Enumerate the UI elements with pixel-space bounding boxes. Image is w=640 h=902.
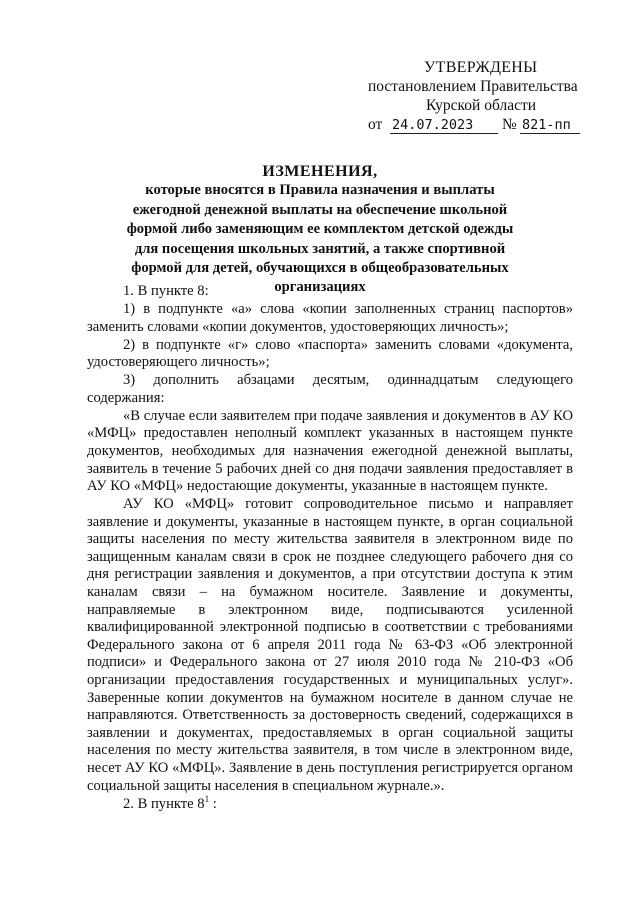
quote-paragraph-1: «В случае если заявителем при подаче заявления и документов в АУ КО «МФЦ» предоставлен неполный комплект указанных в настоящем пункте документов, необходимых для назначения ежегодной денежной выплаты, заявитель в течение 5 рабочих дней со дня подачи заявления предоставляет в АУ КО «МФЦ» недостающие документы, указанные в настоящем пункте. bbox=[87, 407, 573, 495]
date-prefix: от bbox=[368, 116, 383, 133]
approval-date-number-row bbox=[368, 115, 598, 137]
heading-title: ИЗМЕНЕНИЯ, bbox=[262, 163, 378, 180]
item-1-heading: 1. В пункте 8: bbox=[123, 283, 209, 299]
item-1-subitem-1: 1) в подпункте «а» слова «копии заполненных страниц паспортов» заменить словами «копии документов, удостоверяющих личность»; bbox=[87, 300, 573, 335]
heading-subtitle: которые вносятся в Правила назначения и выплаты ежегодной денежной выплаты на обеспечение школьной формой либо заменяющим ее комплектом детской одежды для посещения школьных занятий, а также спортивной формой для детей, обучающихся в общеобразовательных организациях bbox=[126, 182, 514, 296]
item-2-heading bbox=[87, 793, 573, 814]
document-body bbox=[87, 283, 573, 813]
item-2-text: 2. В пункте 8 bbox=[123, 795, 205, 812]
item-1-subitem-3: 3) дополнить абзацами десятым, одиннадцатым следующего содержания: bbox=[87, 372, 573, 406]
approval-line-region: Курской области bbox=[426, 97, 537, 114]
item-1-subitem-2: 2) в подпункте «г» слово «паспорта» заменить словами «документа, удостоверяющего личность»; bbox=[87, 336, 573, 371]
approval-title: УТВЕРЖДЕНЫ bbox=[424, 59, 538, 76]
approval-date: 24.07.2023 bbox=[390, 115, 498, 134]
document-heading bbox=[120, 162, 520, 298]
number-prefix: № bbox=[502, 116, 517, 133]
approval-block bbox=[368, 58, 598, 137]
quote-paragraph-2: АУ КО «МФЦ» готовит сопроводительное письмо и направляет заявление и документы, указанные в настоящем пункте, в орган социальной защиты населения по месту жительства заявителя в электронном виде по защищенным каналам связи в срок не позднее следующего рабочего дня со дня регистрации заявления и документов, а при отсутствии доступа к этим каналам связи – на бумажном носителе. Заявление и документы, направляемые в электронном виде, подписываются усиленной квалифицированной электронной подписью в соответствии с требованиями Федерального закона от 6 апреля 2011 года № 63-ФЗ «Об электронной подписи» и Федерального закона от 27 июля 2010 года № 210-ФЗ «Об организации предоставления государственных и муниципальных услуг». Заверенные копии документов на бумажном носителе в данном случае не направляются. Ответственность за достоверность сведений, содержащихся в заявлении и документах, предоставляемых в орган социальной защиты населения по месту жительства заявителя, в том числе в электронном виде, несет АУ КО «МФЦ». Заявление в день поступления регистрируется органом социальной защиты населения в специальном журнале.». bbox=[87, 496, 573, 794]
approval-line-decree: постановлением Правительства bbox=[368, 78, 578, 95]
item-2-superscript: 1 bbox=[204, 793, 210, 804]
approval-number: 821-пп bbox=[520, 115, 580, 134]
item-2-tail: : bbox=[209, 795, 217, 812]
